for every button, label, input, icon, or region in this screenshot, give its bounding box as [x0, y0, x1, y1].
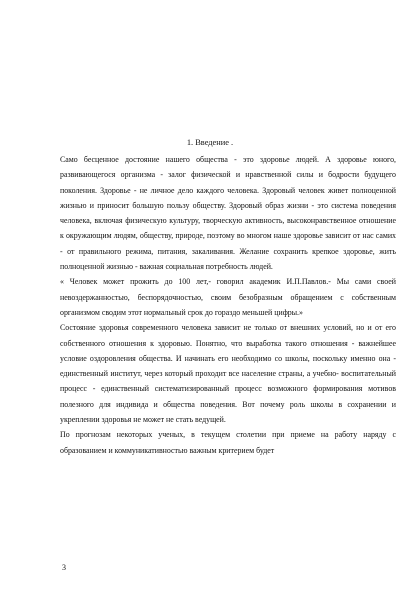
page-number: 3 — [62, 563, 66, 572]
body-text — [60, 152, 396, 458]
paragraph: « Человек может прожить до 100 лет,- говорил академик И.П.Павлов.- Мы сами своей невоздержанностью, беспорядочностью, своим безобразным обращением с собственным организмом сводим этот нормальный срок до гораздо меньшей цифры.» — [60, 277, 396, 317]
paragraph: По прогнозам некоторых ученых, в текущем столетии при приеме на работу наряду с образованием и коммуникативностью важным критерием будет — [60, 430, 396, 455]
section-heading: 1. Введение . — [186, 138, 234, 147]
paragraph: Состояние здоровья современного человека зависит не только от внешних условий, но и от его собственного отношения к здоровью. Понятно, что выработка такого отношения - важнейшее условие оздоровления общества. И начинать его необходимо со школы, поскольку именно она - единственный институт, через который проходит все население страны, а учебно- воспитательный процесс - единственный систематизированный процесс возможного формирования мотивов полезного для индивида и общества поведения. Вот почему роль школы в сохранении и укреплении здоровья не может не стать ведущей. — [60, 323, 396, 425]
paragraph: Само бесценное достояние нашего общества - это здоровье людей. А здоровье юного, развивающегося организма - залог физической и нравственной силы и бодрости будущего поколения. Здоровье - не личное дело каждого человека. Здоровый человек живет полноценной жизнью и приносит большую пользу обществу. Здоровый образ жизни - это система поведения человека, включая физическую культуру, творческую активность, высоконравственное отношение к окружающим людям, обществу, природе, поэтому во многом наше здоровье зависит от нас самих - от правильного режима, питания, закаливания. Желание сохранить крепкое здоровье, жить полноценной жизнью - важная социальная потребность людей. — [60, 155, 396, 272]
